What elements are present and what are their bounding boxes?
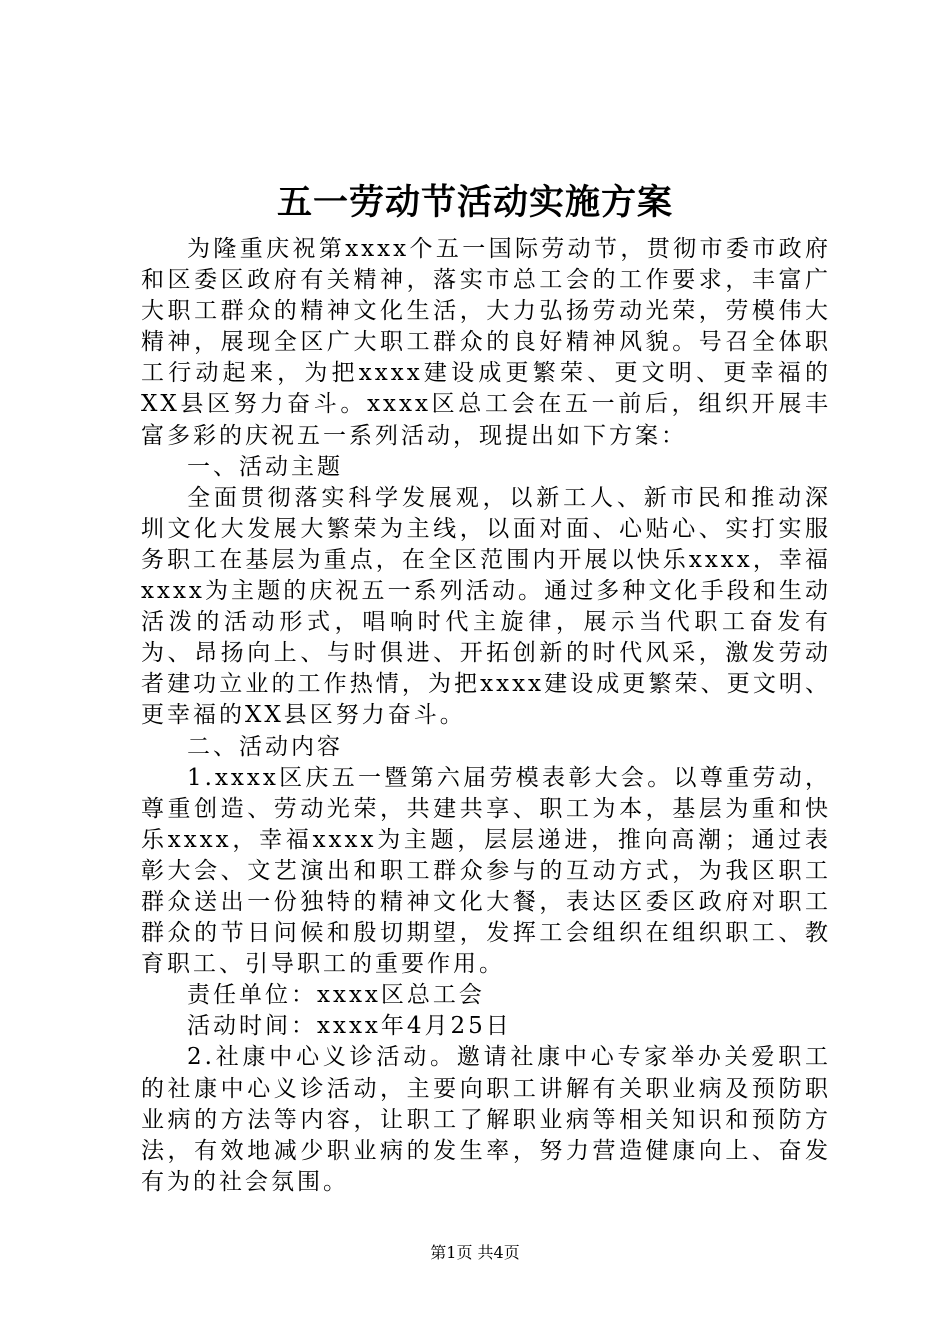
theme-paragraph: 全面贯彻落实科学发展观，以新工人、新市民和推动深圳文化大发展大繁荣为主线，以面对面、心贴心、实打实服务职工在基层为重点，在全区范围内开展以快乐xxxx，幸福xxxx为主题的庆祝五一系列活动。通过多种文化手段和生动活泼的活动形式，唱响时代主旋律，展示当代职工奋发有为、昂扬向上、与时俱进、开拓创新的时代风采，激发劳动者建功立业的工作热情，为把xxxx建设成更繁荣、更文明、更幸福的XX县区努力奋斗。 — [141, 484, 831, 729]
activity-1-paragraph: 1.xxxx区庆五一暨第六届劳模表彰大会。以尊重劳动，尊重创造、劳动光荣，共建共享、职工为本，基层为重和快乐xxxx，幸福xxxx为主题，层层递进，推向高潮；通过表彰大会、文艺演出和职工群众参与的互动方式，为我区职工群众送出一份独特的精神文化大餐，表达区委区政府对职工群众的节日问候和殷切期望，发挥工会组织在组织职工、教育职工、引导职工的重要作用。 — [141, 764, 831, 978]
section-heading-content: 二、活动内容 — [187, 733, 343, 760]
activity-2-paragraph: 2.社康中心义诊活动。邀请社康中心专家举办关爱职工的社康中心义诊活动，主要向职工讲解有关职业病及预防职业病的方法等内容，让职工了解职业病等相关知识和预防方法，有效地减少职业病的发生率，努力营造健康向上、奋发有为的社会氛围。 — [141, 1044, 831, 1195]
activity-time-line: 活动时间：xxxx年4月25日 — [187, 1013, 512, 1040]
intro-paragraph: 为隆重庆祝第xxxx个五一国际劳动节，贯彻市委市政府和区委区政府有关精神，落实市总工会的工作要求，丰富广大职工群众的精神文化生活，大力弘扬劳动光荣，劳模伟大精神，展现全区广大职工群众的良好精神风貌。号召全体职工行动起来，为把xxxx建设成更繁荣、更文明、更幸福的XX县区努力奋斗。xxxx区总工会在五一前后，组织开展丰富多彩的庆祝五一系列活动，现提出如下方案： — [141, 236, 831, 449]
document-body — [141, 234, 831, 1198]
page-number-footer: 第1页 共4页 — [430, 1243, 520, 1262]
responsible-unit-line: 责任单位：xxxx区总工会 — [187, 982, 485, 1009]
section-heading-theme: 一、活动主题 — [187, 453, 343, 480]
document-title: 五一劳动节活动实施方案 — [276, 182, 673, 223]
